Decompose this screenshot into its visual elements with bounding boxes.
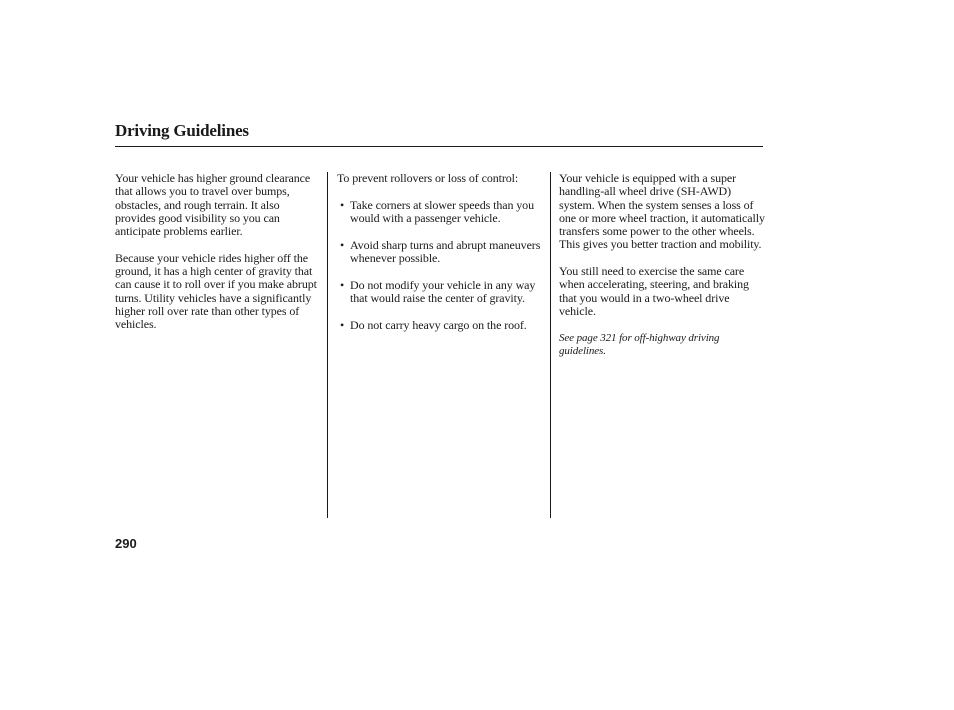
page-number: 290 xyxy=(115,536,137,551)
list-item-text: Avoid sharp turns and abrupt maneuvers whenever possible. xyxy=(350,237,541,265)
list-item-text: Do not carry heavy cargo on the roof. xyxy=(350,317,527,332)
paragraph-ground-clearance: Your vehicle has higher ground clearance that allows you to travel over bumps, obstacles, and rough terrain. It also provides good visibility so you can anticipate problems earlier. xyxy=(115,171,311,239)
column-divider xyxy=(550,172,551,518)
page-title: Driving Guidelines xyxy=(115,121,249,140)
paragraph-center-of-gravity: Because your vehicle rides higher off the ground, it has a high center of gravity that can cause it to roll over if you make abrupt turns. Utility vehicles have a significantly higher roll over rate than other types of vehicles. xyxy=(115,250,317,332)
title-underline xyxy=(115,146,763,147)
column-middle xyxy=(337,172,542,345)
column-right xyxy=(559,172,765,372)
paragraph-sh-awd: Your vehicle is equipped with a super handling-all wheel drive (SH-AWD) system. When the system senses a loss of one or more wheel traction, it automatically transfers some power to the other wheels. This gives you better traction and mobility. xyxy=(559,171,765,252)
paragraph-rollover-intro: To prevent rollovers or loss of control: xyxy=(337,171,519,185)
list-item-text: Take corners at slower speeds than you would with a passenger vehicle. xyxy=(350,197,534,225)
list-item xyxy=(337,239,542,266)
paragraph-exercise-care: You still need to exercise the same care when accelerating, steering, and braking that you would in a two-wheel drive vehicle. xyxy=(559,264,749,319)
list-item xyxy=(337,199,542,226)
bullet-icon: • xyxy=(340,237,345,252)
bullet-icon: • xyxy=(340,197,345,212)
list-item xyxy=(337,279,542,306)
list-item-text: Do not modify your vehicle in any way that would raise the center of gravity. xyxy=(350,277,536,305)
rollover-tips-list xyxy=(337,199,542,332)
bullet-icon: • xyxy=(340,277,345,292)
cross-reference-note: See page 321 for off-highway driving guidelines. xyxy=(559,331,720,358)
list-item xyxy=(337,319,542,332)
column-divider xyxy=(327,172,328,518)
bullet-icon: • xyxy=(340,317,345,332)
column-left xyxy=(115,172,321,345)
